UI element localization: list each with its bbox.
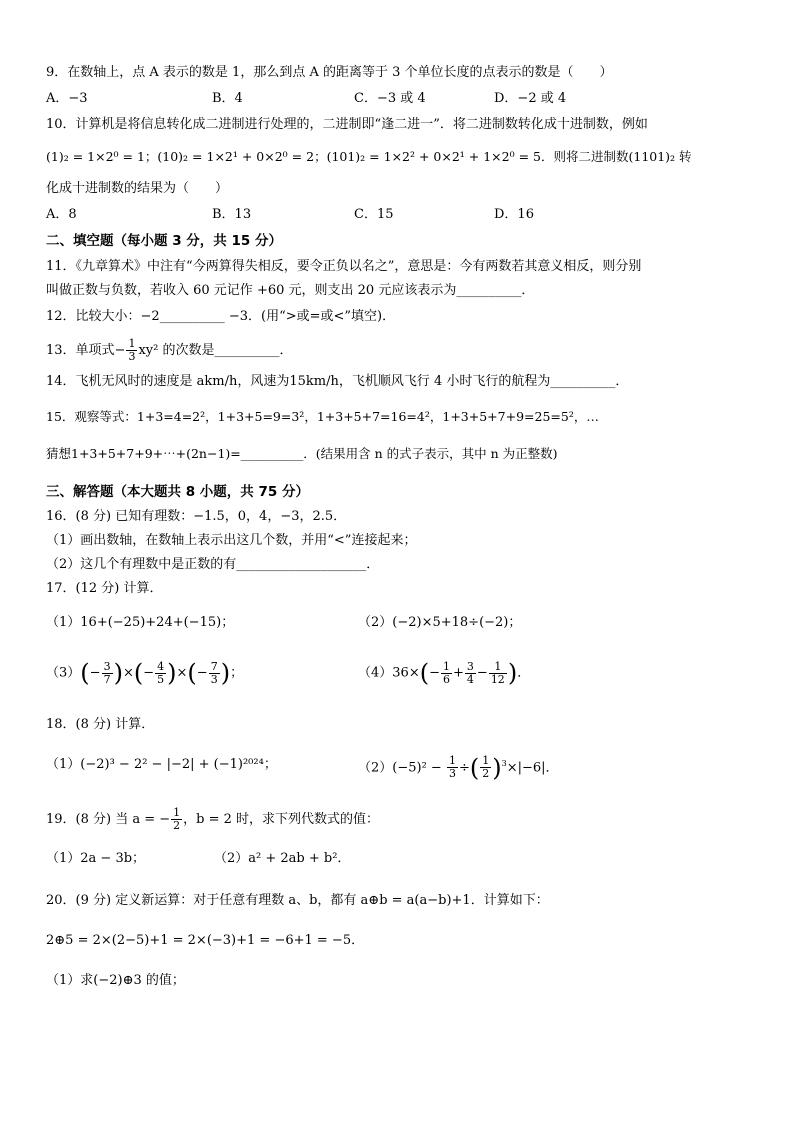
q18-stem: 18．(8 分) 计算． xyxy=(46,717,155,732)
q18-p2-frac-1 xyxy=(447,755,458,780)
q17-p3-frac-2-num: 4 xyxy=(157,659,165,673)
q17-p3-frac-3-den: 3 xyxy=(210,672,218,686)
q17-p3-frac-3-num: 7 xyxy=(210,659,218,673)
q20-stem: 20．(9 分) 定义新运算：对于任意有理数 a、b，都有 a⊕b = a(a−b)+1．计算如下： xyxy=(46,893,549,908)
q17-part4-label: （4）36× xyxy=(358,665,420,681)
q19-stem-pre: 19．(8 分) 当 a = − xyxy=(46,812,171,827)
q14-text: 14．飞机无风时的速度是 akm/h，风速为15km/h，飞机顺风飞行 4 小时飞行的航程为__________． xyxy=(46,374,629,389)
q17-p3-frac-2-den: 5 xyxy=(157,672,165,686)
q13-prefix: 13．单项式 xyxy=(46,343,115,358)
q15-line2: 猜想1+3+5+7+9+⋯+(2n−1)=__________．(结果用含 n 的式子表示，其中 n 为正整数) xyxy=(46,446,558,461)
q17-p4-frac-3-num: 1 xyxy=(489,661,507,674)
q17-p4-frac-1 xyxy=(441,661,452,686)
q10-option-d: D．16 xyxy=(494,207,534,222)
q13-line: 13．单项式− $\frac{1}{3}$ xy² 的次数是__________． xyxy=(46,337,293,363)
q20-part1: （1）求(−2)⊕3 的值； xyxy=(46,973,185,988)
q17-part4: （4）36×(− $\frac{1}{6}$ + $\frac{3}{4}$ − $\frac{1}{12}$ )． xyxy=(358,659,531,687)
q16-part2: （2）这几个有理数中是正数的有____________________． xyxy=(46,557,380,572)
q10-line2: (1)₂ = 1×2⁰ = 1；(10)₂ = 1×2¹ + 0×2⁰ = 2；(101)₂ = 1×2² + 0×2¹ + 1×2⁰ = 5．则将二进制数(1101)₂ 转 xyxy=(46,149,692,164)
q18-part2-mid: ÷ xyxy=(458,760,470,776)
q17-p4-frac-2-num: 3 xyxy=(466,659,474,673)
q17-p4-frac-1-den: 6 xyxy=(443,672,450,686)
q19-frac-den: 2 xyxy=(173,819,181,832)
q17-part3-label: （3） xyxy=(46,665,81,681)
q17-p4-frac-3 xyxy=(489,661,507,686)
q19-part2: （2）a² + 2ab + b²． xyxy=(214,851,351,866)
q18-p2-frac-1-num: 1 xyxy=(448,754,456,768)
q17-part3: （3）(− $\frac{3}{7}$ )×(− $\frac{4}{5}$ )×(− $\frac{7}{3}$ )； xyxy=(46,659,244,687)
q11-line1: 11．《九章算术》中注有“今两算得失相反，要令正负以名之”，意思是：今有两数若其意义相反，则分别 xyxy=(46,259,642,274)
q10-option-c: C．15 xyxy=(354,207,394,222)
q17-stem: 17．(12 分) 计算． xyxy=(46,581,163,596)
q13-frac-num: 1 xyxy=(128,337,136,350)
section2-title: 二、填空题（每小题 3 分，共 15 分） xyxy=(46,233,282,249)
q18-part1: （1）(−2)³ − 2² − |−2| + (−1)²⁰²⁴； xyxy=(46,757,277,772)
q18-part2-pre: （2）(−5)² − xyxy=(358,760,446,776)
q17-p3-frac-1-num: 3 xyxy=(103,659,111,673)
section3-title: 三、解答题（本大题共 8 小题，共 75 分） xyxy=(46,484,309,500)
q15-line1: 15．观察等式：1+3=4=2²，1+3+5=9=3²，1+3+5+7=16=4²，1+3+5+7+9=25=5²，… xyxy=(46,409,599,424)
q19-fraction xyxy=(171,807,182,832)
q18-part2: （2）(−5)² − $\frac{1}{3}$ ÷( $\frac{1}{2}$ )$^3$×|−6|． xyxy=(358,753,559,782)
q9-option-d: D．−2 或 4 xyxy=(494,91,567,106)
q18-p2-frac-1-den: 3 xyxy=(448,767,456,781)
q17-p3-frac-1 xyxy=(102,661,113,686)
q10-option-b: B．13 xyxy=(212,207,252,222)
q17-p3-frac-3 xyxy=(209,661,220,686)
q9-option-c: C．−3 或 4 xyxy=(354,91,426,106)
q17-p4-frac-3-den: 12 xyxy=(490,672,505,686)
q17-p3-frac-1-den: 7 xyxy=(103,672,111,686)
q17-p4-frac-1-num: 1 xyxy=(443,659,450,673)
q20-example: 2⊕5 = 2×(2−5)+1 = 2×(−3)+1 = −6+1 = −5． xyxy=(46,933,365,948)
q10-line3: 化成十进制数的结果为（ ） xyxy=(46,181,229,196)
q19-frac-num: 1 xyxy=(173,806,181,819)
q18-p2-frac-2-den: 2 xyxy=(482,767,490,781)
q19-part1: （1）2a − 3b； xyxy=(46,851,146,866)
q12-text: 12．比较大小：−2__________ −3．(用“>或=或<”填空)． xyxy=(46,309,396,324)
q17-part2: （2）(−2)×5+18÷(−2)； xyxy=(358,615,522,630)
q19-stem xyxy=(46,806,379,834)
q17-part1: （1）16+(−25)+24+(−15)； xyxy=(46,615,235,630)
q18-p2-exponent: 3 xyxy=(501,759,507,768)
q10-option-a: A．8 xyxy=(46,207,77,222)
q18-p2-frac-2 xyxy=(480,755,491,780)
q9-option-a: A．−3 xyxy=(46,91,88,106)
q17-p4-frac-2-den: 4 xyxy=(466,672,474,686)
q11-line2: 叫做正数与负数，若收入 60 元记作 +60 元，则支出 20 元应该表示为__________． xyxy=(46,283,535,298)
q16-part1: （1）画出数轴，在数轴上表示出这几个数，并用“<”连接起来； xyxy=(46,533,417,548)
q17-p3-frac-2 xyxy=(155,661,166,686)
q9-option-b: B．4 xyxy=(212,91,243,106)
q13-suffix: xy² 的次数是__________． xyxy=(138,343,293,358)
q16-stem: 16．(8 分) 已知有理数：−1.5，0，4，−3，2.5． xyxy=(46,509,347,524)
q18-p2-frac-2-num: 1 xyxy=(482,754,490,768)
q10-line1: 10．计算机是将信息转化成二进制进行处理的，二进制即“逢二进一”．将二进制数转化成十进制数，例如 xyxy=(46,117,648,132)
q19-stem-post: ，b = 2 时，求下列代数式的值： xyxy=(183,812,380,827)
q13-fraction xyxy=(126,338,137,363)
q17-p4-frac-2 xyxy=(465,661,476,686)
q13-frac-den: 3 xyxy=(128,350,136,363)
q9-stem: 9．在数轴上，点 A 表示的数是 1，那么到点 A 的距离等于 3 个单位长度的点表示的数是（ ） xyxy=(46,65,613,80)
q18-part2-post: ×|−6|． xyxy=(506,760,559,776)
